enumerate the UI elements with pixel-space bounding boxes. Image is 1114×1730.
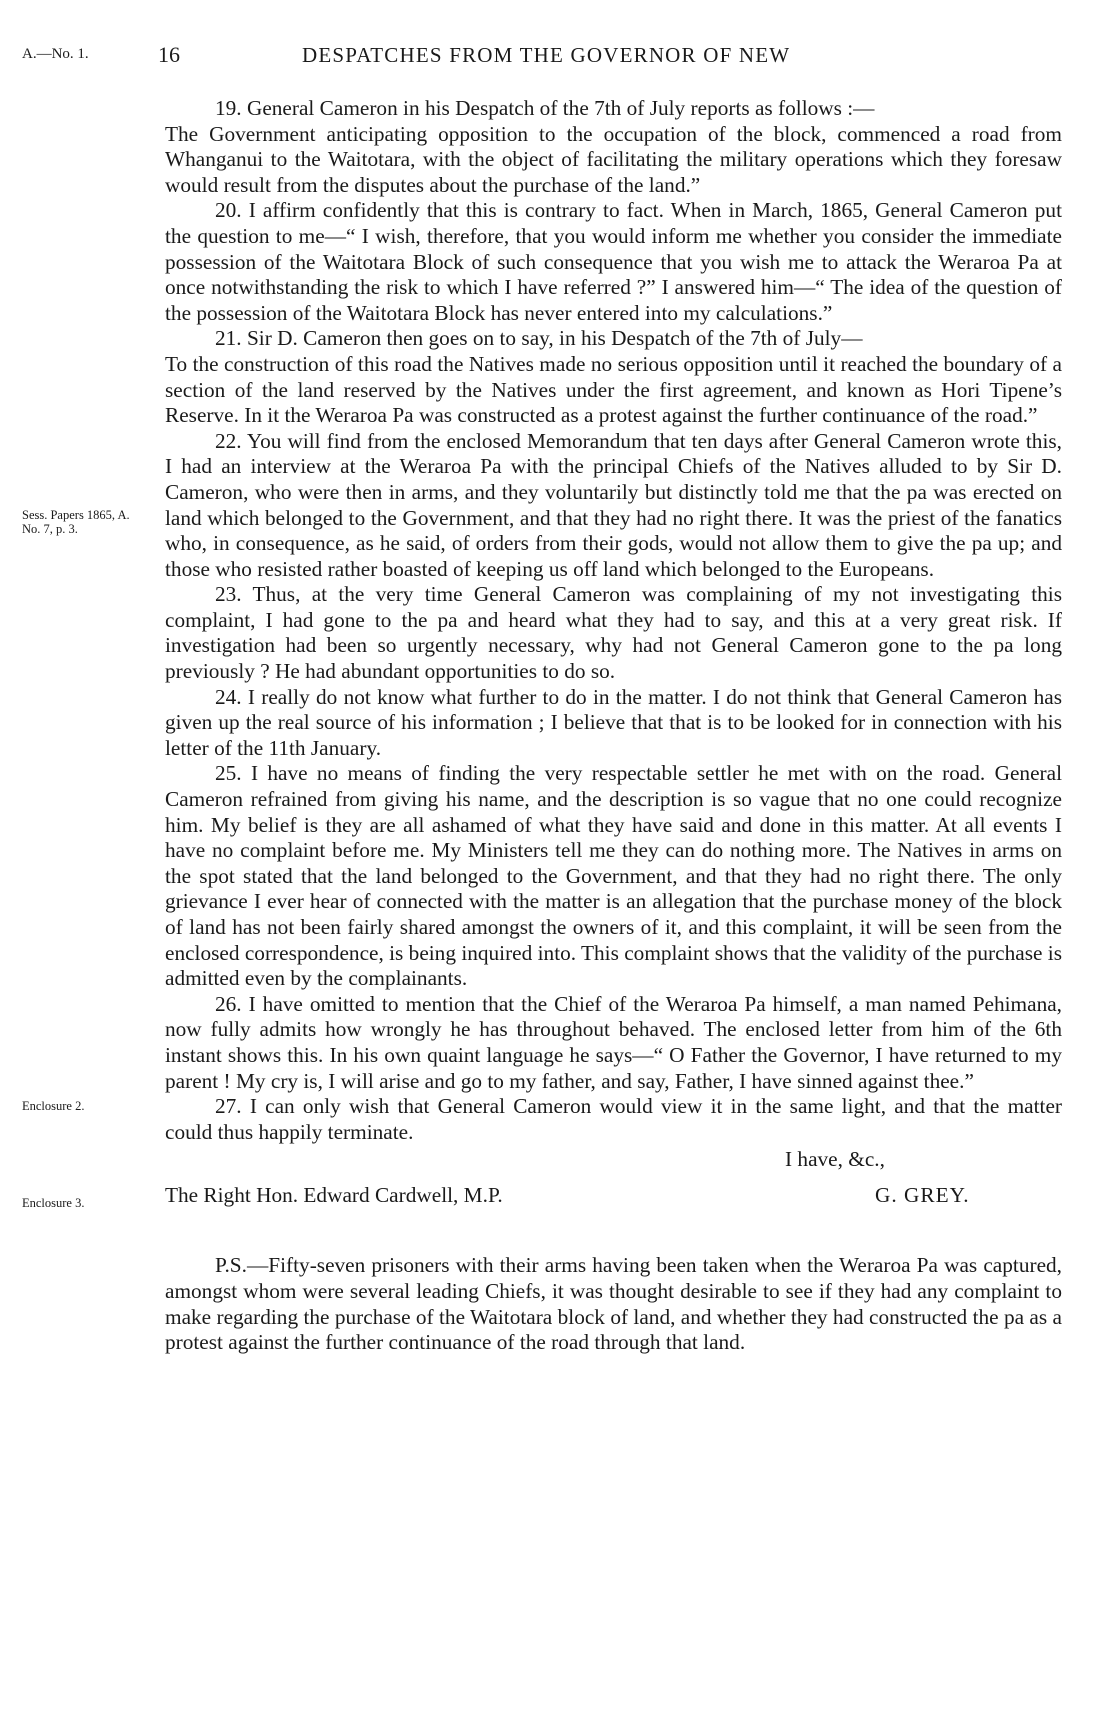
running-title: DESPATCHES FROM THE GOVERNOR OF NEW xyxy=(302,43,791,67)
addressee: The Right Hon. Edward Cardwell, M.P. xyxy=(165,1183,503,1208)
document-reference: A.—No. 1. xyxy=(22,46,89,62)
paragraph-21: 21. Sir D. Cameron then goes on to say, in his Despatch of the 7th of July— xyxy=(215,326,863,351)
postscript: P.S.—Fifty-seven prisoners with their arms having been taken when the Weraroa Pa was captured, amongst whom were several leading Chiefs, it was thought desirable to see if they had any complaint to make regarding the purchase of the Waitotara block of land, and whether they had constructed the pa as a protest against the further continuance of the road through that land. xyxy=(165,1253,1062,1355)
paragraph-25: 25. I have no means of finding the very respectable settler he met with on the road. General Cameron refrained from giving his name, and the description is so vague that no one could recognize him. My belief is they are all ashamed of what they have said and done in this matter. At all events I have no complaint before me. My Ministers tell me they can do nothing more. The Natives in arms on the spot stated that the land belonged to the Government, and that they had no right there. The only grievance I ever hear of connected with the matter is an allegation that the purchase money of the block of land has not been fairly shared amongst the owners of it, and this complaint, it will be seen from the enclosed correspondence, is being inquired into. This complaint shows that the validity of the purchase is admitted even by the complainants. xyxy=(165,761,1062,991)
quote-21 xyxy=(165,352,1062,429)
margin-note-sess-papers: Sess. Papers 1865, A. No. 7, p. 3. xyxy=(22,508,130,536)
signer: G. GREY. xyxy=(875,1183,970,1208)
document-body xyxy=(165,96,1062,1356)
page-header xyxy=(0,42,1114,72)
quote-19 xyxy=(165,122,1062,199)
paragraph-26: 26. I have omitted to mention that the Chief of the Weraroa Pa himself, a man named Pehimana, now fully admits how wrongly he has throughout behaved. The enclosed letter from him of the 6th instant shows this. In his own quaint language he says—“ O Father the Governor, I have returned to my parent ! My cry is, I will arise and go to my father, and say, Father, I have sinned against thee.” xyxy=(165,991,1062,1093)
quoted-text: To the construction of this road the Natives made no serious opposition until it reached the boundary of a section of the land reserved by the Natives under the first agreement, and known as Hori Tipene’s Reserve. In it the Weraroa Pa was constructed as a protest against the further continuance of the road.” xyxy=(165,351,1062,428)
paragraph-22: 22. You will find from the enclosed Memorandum that ten days after General Cameron wrote this, I had an interview at the Weraroa Pa with the principal Chiefs of the Natives alluded to by Sir D. Cameron, who were then in arms, and they voluntarily but distinctly told me that the pa was erected on land which belonged to the Government, and that they had no right there. It was the priest of the fanatics who, in consequence, as he said, of orders from their gods, would not allow them to give the pa up; and those who resisted rather boasted of keeping us off land which belonged to the Europeans. xyxy=(165,428,1062,581)
margin-note-enclosure-3: Enclosure 3. xyxy=(22,1196,85,1210)
signature-block xyxy=(165,1145,1062,1225)
paragraph-23: 23. Thus, at the very time General Cameron was complaining of my not investigating this complaint, I had gone to the pa and heard what they had to say, and this at a very great risk. If investigation had been so urgently necessary, why had not General Cameron gone to the pa long previously ? He had abundant opportunities to do so. xyxy=(165,582,1062,684)
quoted-text: The Government anticipating opposition to the occupation of the block, commenced a road from Whanganui to the Waitotara, with the object of facilitating the military operations which they foresaw would result from the disputes about the purchase of the land.” xyxy=(165,121,1062,197)
margin-note-enclosure-2: Enclosure 2. xyxy=(22,1099,85,1113)
closing-line: I have, &c., xyxy=(785,1147,885,1172)
page-number: 16 xyxy=(158,42,180,67)
paragraph-24: 24. I really do not know what further to do in the matter. I do not think that General Cameron has given up the real source of his information ; I believe that that is to be looked for in connection with his letter of the 11th January. xyxy=(165,684,1062,760)
paragraph-19: 19. General Cameron in his Despatch of the 7th of July reports as follows :— xyxy=(215,96,875,120)
paragraph-20: 20. I affirm confidently that this is contrary to fact. When in March, 1865, General Cameron put the question to me—“ I wish, therefore, that you would inform me whether you consider the immediate possession of the Waitotara Block of such consequence that you wish me to attack the Weraroa Pa at once notwithstanding the risk to which I have referred ?” I answered him—“ The idea of the question of the possession of the Waitotara Block has never entered into my calculations.” xyxy=(165,198,1062,325)
paragraph-27: 27. I can only wish that General Cameron would view it in the same light, and that the matter could thus happily terminate. xyxy=(165,1094,1062,1144)
